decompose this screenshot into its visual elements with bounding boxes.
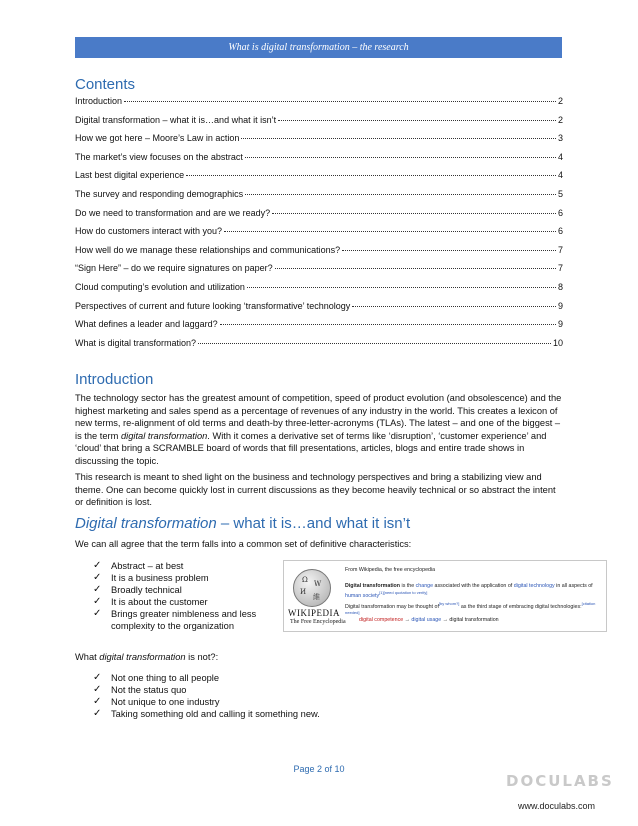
is-characteristics-list [93, 560, 273, 632]
wikipedia-chain [359, 617, 617, 624]
is-not-lead-emphasis: digital transformation [99, 652, 186, 662]
toc-entry-title[interactable]: What defines a leader and laggard? [75, 319, 218, 330]
toc-entry-page: 6 [557, 207, 563, 218]
intro-p1-text-b: . With it comes a derivative set of terms like ‘disruption’, ‘customer experience’ and ‘cloud’ that bring a SCRAMBLE board of words that fill presentations, articles, blogs and entire trade shows in discussing the topic. [75, 430, 547, 466]
list-item-text: Not the status quo [111, 685, 187, 695]
toc-entry-page: 4 [557, 170, 563, 181]
checkmark-icon: ✓ [93, 596, 102, 607]
checkmark-icon: ✓ [93, 708, 102, 719]
wiki-line2-b: as the third stage of embracing digital technologies: [459, 603, 582, 610]
toc-entry[interactable] [75, 282, 563, 301]
toc-entry-title[interactable]: The market’s view focuses on the abstract [75, 151, 243, 162]
toc-entry[interactable] [75, 245, 563, 264]
header-title: What is digital transformation – the research [228, 42, 409, 53]
toc-entry[interactable] [75, 263, 563, 282]
is-not-lead-b: is not?: [185, 652, 219, 662]
toc-entry[interactable] [75, 133, 563, 152]
section-heading-emphasis: Digital transformation [75, 515, 217, 532]
toc-entry-page: 4 [557, 151, 563, 162]
contents-heading: Contents [75, 76, 136, 93]
checkmark-icon: ✓ [93, 572, 102, 583]
toc-entry-page: 7 [557, 244, 563, 255]
toc-leader-dots [272, 213, 556, 214]
toc-entry-title[interactable]: Cloud computing’s evolution and utilization [75, 281, 245, 292]
list-item-text: Not unique to one industry [111, 697, 220, 707]
is-not-list-item [93, 672, 493, 684]
toc-leader-dots [186, 175, 556, 176]
wikipedia-excerpt [283, 560, 607, 632]
toc-entry-page: 2 [557, 114, 563, 125]
checkmark-icon: ✓ [93, 608, 102, 619]
intro-paragraph-1 [75, 392, 563, 468]
footer-url: www.doculabs.com [518, 801, 596, 811]
wikipedia-tagline: The Free Encyclopedia [290, 619, 346, 625]
toc-leader-dots [198, 343, 551, 344]
toc-entry-title[interactable]: How we got here – Moore’s Law in action [75, 133, 240, 144]
toc-entry-page: 6 [557, 226, 563, 237]
toc-entry-page: 3 [557, 133, 563, 144]
wiki-chain-digital-competence[interactable]: digital competence [359, 617, 404, 623]
section-lead: We can all agree that the term falls into a common set of definitive characteristics: [75, 539, 412, 549]
toc-leader-dots [224, 231, 556, 232]
toc-entry[interactable] [75, 338, 563, 357]
checkmark-icon: ✓ [93, 560, 102, 571]
is-not-list-item [93, 708, 493, 720]
intro-paragraph-2: This research is meant to shed light on the business and technology perspectives and bring a stabilizing view and theme. One can become quickly lost in current discussions as they become heavily technical or so abstract the intent or definition is lost. [75, 472, 556, 508]
toc-entry-title[interactable]: Do we need to transformation and are we ready? [75, 207, 271, 218]
section-heading [75, 515, 410, 532]
is-list-item [93, 608, 273, 632]
toc-leader-dots [278, 120, 556, 121]
toc-leader-dots [220, 324, 556, 325]
toc-entry-title[interactable]: Introduction [75, 96, 123, 106]
wikipedia-definition [345, 583, 603, 599]
toc-entry-page: 5 [557, 188, 563, 199]
toc-entry[interactable] [75, 170, 563, 189]
checkmark-icon: ✓ [93, 672, 102, 683]
toc-entry-page: 2 [557, 96, 563, 106]
wikipedia-from: From Wikipedia, the free encyclopedia [345, 567, 436, 573]
list-item-text: Taking something old and calling it something new. [111, 709, 320, 719]
checkmark-icon: ✓ [93, 684, 102, 695]
list-item-text: Brings greater nimbleness and less complexity to the organization [111, 609, 257, 631]
is-not-list-item [93, 696, 493, 708]
list-item-text: It is a business problem [111, 573, 209, 583]
intro-p1-emphasis: digital transformation [120, 430, 208, 441]
is-not-lead-a: What [75, 652, 100, 662]
is-list-item [93, 584, 273, 596]
toc-entry-page: 7 [557, 263, 563, 274]
introduction-heading: Introduction [75, 371, 154, 388]
list-item-text: It is about the customer [111, 597, 208, 607]
is-list-item [93, 572, 273, 584]
toc-leader-dots [245, 194, 556, 195]
wiki-chain-digital-usage[interactable]: digital usage [411, 617, 442, 623]
toc-entry-page: 9 [557, 300, 563, 311]
list-item-text: Abstract – at best [111, 561, 184, 571]
is-not-list [93, 672, 493, 720]
wiki-def-citation[interactable]: [1][need quotation to verify] [379, 589, 428, 595]
wiki-def-term: Digital transformation [345, 583, 401, 589]
toc-leader-dots [247, 287, 556, 288]
intro-p1-text-a: The technology sector has the greatest amount of competition, speed of product evolution (and obsolescence) and the highest marketing and sales spend as a percentage of revenues of any industry in the world. This creates a lexicon of new terms, re-alignment of old terms and death-by three-letter-acronyms (TLAs). The latest – and one of the biggest – is the term [75, 393, 562, 441]
toc-entry-page: 8 [557, 281, 563, 292]
toc-leader-dots [124, 101, 556, 102]
page-header-bar [75, 37, 562, 58]
toc-entry[interactable] [75, 152, 563, 171]
doculabs-logo: DOCULABS [506, 772, 614, 790]
list-item-text: Not one thing to all people [111, 673, 220, 683]
toc-leader-dots [241, 138, 556, 139]
is-not-lead [75, 651, 563, 664]
wiki-line2-a: Digital transformation may be thought of [345, 603, 439, 610]
wiki-chain-digital-transformation: digital transformation [449, 617, 499, 623]
is-not-list-item [93, 684, 493, 696]
wiki-link-change[interactable]: change [415, 583, 434, 589]
is-list-item [93, 596, 273, 608]
toc-entry-title[interactable]: Perspectives of current and future looking ‘transformative’ technology [75, 300, 351, 311]
toc-entry-title[interactable]: How do customers interact with you? [75, 226, 223, 237]
is-list-item [93, 560, 273, 572]
table-of-contents [75, 96, 563, 356]
toc-entry[interactable] [75, 208, 563, 227]
wiki-link-digital-technology[interactable]: digital technology [513, 583, 555, 589]
toc-entry-title[interactable]: What is digital transformation? [75, 337, 197, 348]
toc-entry[interactable] [75, 319, 563, 338]
toc-entry-title[interactable]: Last best digital experience [75, 170, 185, 181]
wikipedia-globe-icon: Ω W И 維 [293, 569, 331, 607]
section-heading-rest: – what it is…and what it isn’t [216, 515, 411, 532]
toc-entry[interactable] [75, 115, 563, 134]
wiki-chain-arrow-2: → [441, 617, 450, 623]
toc-entry-title[interactable]: How well do we manage these relationships and communications? [75, 244, 341, 255]
wiki-link-human-society[interactable]: human society [345, 592, 380, 599]
toc-entry-title[interactable]: The survey and responding demographics [75, 188, 244, 199]
wiki-line2-citation-2[interactable]: [citation needed] [345, 601, 596, 616]
checkmark-icon: ✓ [93, 584, 102, 595]
wiki-chain-arrow-1: → [403, 617, 412, 623]
toc-entry-page: 9 [557, 319, 563, 330]
wiki-def-a: is the [400, 583, 416, 589]
wiki-def-c: in all aspects of [554, 583, 593, 589]
list-item-text: Broadly technical [111, 585, 182, 595]
toc-leader-dots [342, 250, 556, 251]
wiki-line2-citation-1[interactable]: [by whom?] [438, 601, 460, 606]
toc-entry-title[interactable]: “Sign Here” – do we require signatures on paper? [75, 263, 273, 274]
toc-entry-title[interactable]: Digital transformation – what it is…and what it isn’t [75, 114, 277, 125]
toc-entry[interactable] [75, 226, 563, 245]
wiki-def-b: associated with the application of [433, 583, 514, 589]
toc-leader-dots [275, 268, 556, 269]
toc-entry-page: 10 [552, 337, 563, 348]
toc-entry[interactable] [75, 96, 563, 115]
toc-entry[interactable] [75, 301, 563, 320]
checkmark-icon: ✓ [93, 696, 102, 707]
wikipedia-wordmark: WIKIPEDIA [288, 608, 340, 618]
toc-leader-dots [352, 306, 556, 307]
toc-entry[interactable] [75, 189, 563, 208]
page-number: Page 2 of 10 [293, 764, 345, 774]
toc-leader-dots [245, 157, 556, 158]
